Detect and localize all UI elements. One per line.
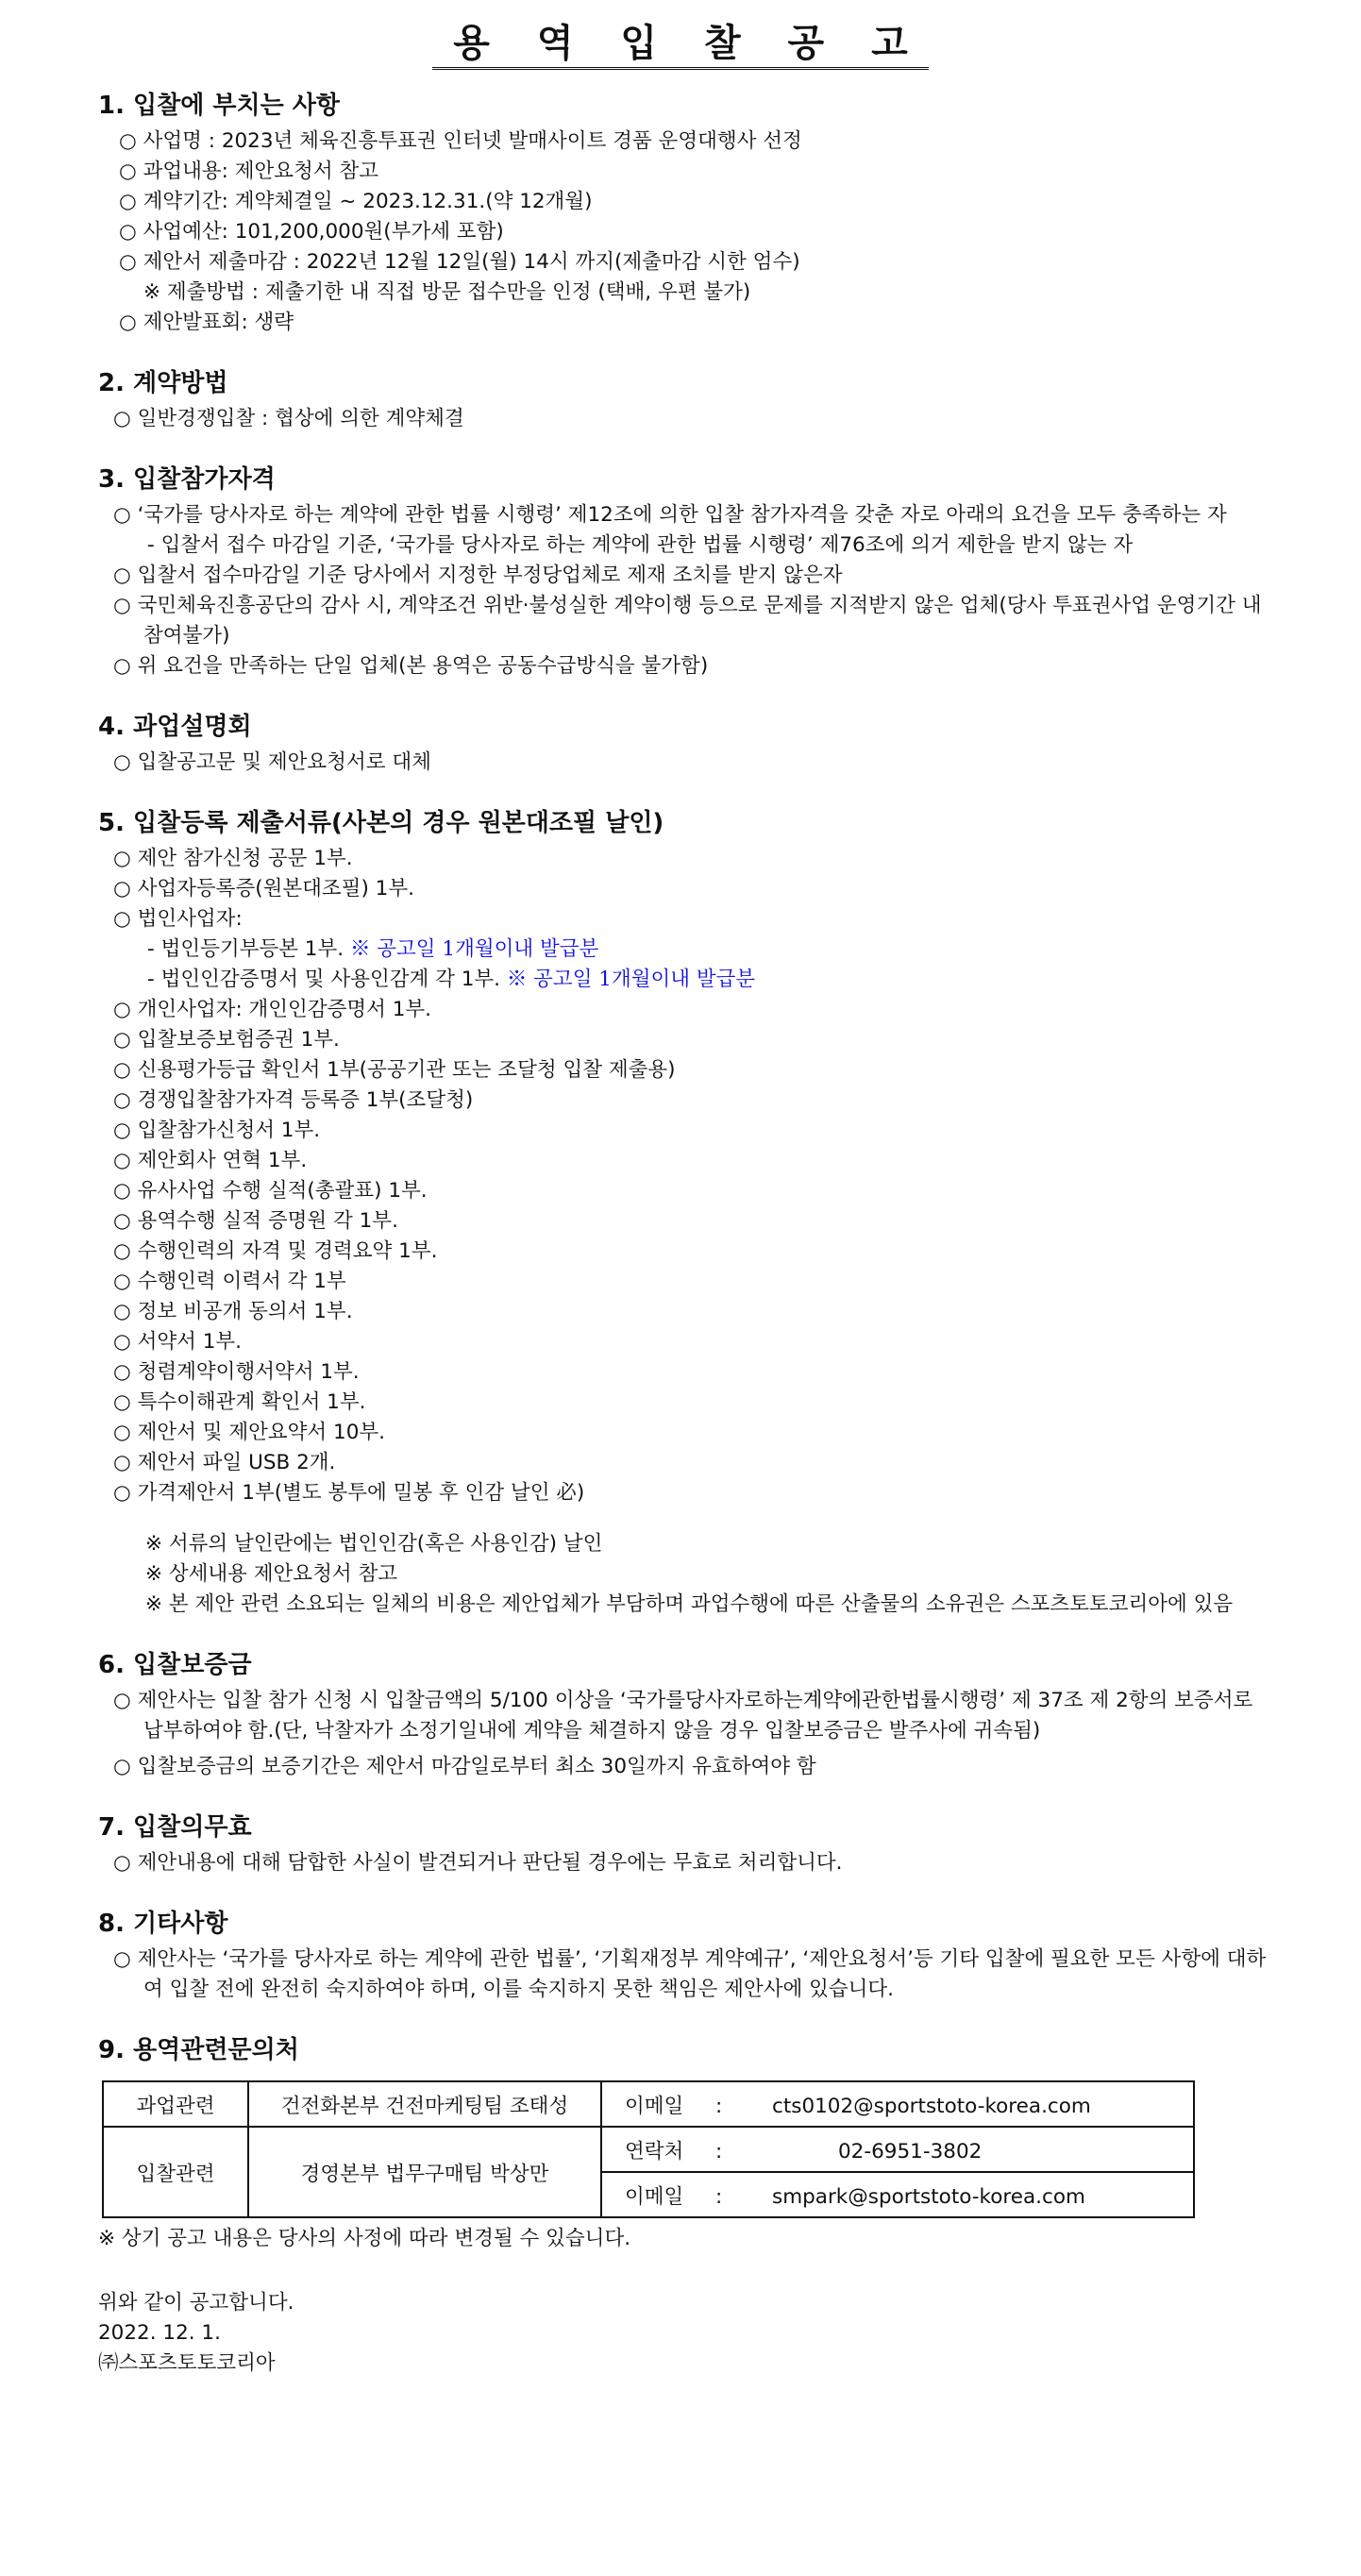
list-item: ○ 청렴계약이행서약서 1부.	[113, 1360, 360, 1384]
section-heading: 8. 기타사항	[98, 1910, 228, 1938]
list-item: ○ 가격제안서 1부(별도 봉투에 밀봉 후 인감 날인 必)	[113, 1481, 585, 1505]
email-value[interactable]: smpark@sportstoto-korea.com	[772, 2184, 1085, 2209]
section-heading: 7. 입찰의무효	[98, 1813, 252, 1842]
table-row	[103, 2127, 1194, 2172]
issue-note: ※ 공고일 1개월이내 발급분	[349, 937, 599, 961]
section-heading: 5. 입찰등록 제출서류(사본의 경우 원본대조필 날인)	[98, 809, 664, 837]
item-text: - 법인등기부등본 1부.	[147, 937, 344, 961]
section-2	[98, 362, 1278, 434]
department-cell: 건전화본부 건전마케팅팀 조태성	[248, 2081, 601, 2127]
change-notice: ※ 상기 공고 내용은 당사의 사정에 따라 변경될 수 있습니다.	[98, 2227, 631, 2250]
note-line: ※ 상세내용 제안요청서 참고	[145, 1562, 397, 1586]
list-item: ○ 제안서 파일 USB 2개.	[113, 1451, 336, 1474]
document-title: 용 역 입 찰 공 고	[0, 13, 1361, 67]
list-item: ○ 사업명 : 2023년 체육진흥투표권 인터넷 발매사이트 경품 운영대행사 선정	[119, 129, 802, 153]
email-value[interactable]: cts0102@sportstoto-korea.com	[772, 2094, 1091, 2118]
contact-label: 연락처	[625, 2139, 684, 2164]
category-cell: 입찰관련	[103, 2127, 248, 2217]
list-item: ○ 개인사업자: 개인인감증명서 1부.	[113, 998, 432, 1021]
list-item: ○ ‘국가를 당사자로 하는 계약에 관한 법률 시행령’ 제12조에 의한 입찰 참가자격을 갖춘 자로 아래의 요건을 모두 충족하는 자	[113, 503, 1227, 527]
list-item: ○ 특수이해관계 확인서 1부.	[113, 1390, 366, 1414]
list-item: ○ 입찰보증금의 보증기간은 제안서 마감일로부터 최소 30일까지 유효하여야 함	[113, 1755, 816, 1778]
contact-table	[102, 2080, 1195, 2218]
list-item: ○ 제안발표회: 생략	[119, 311, 294, 334]
list-item: ○ 과업내용: 제안요청서 참고	[119, 160, 378, 183]
list-item: ○ 입찰공고문 및 제안요청서로 대체	[113, 750, 431, 774]
section-1	[98, 85, 1278, 338]
section-heading: 4. 과업설명회	[98, 713, 252, 741]
section-4	[98, 706, 1278, 778]
table-row	[103, 2081, 1194, 2127]
section-5	[98, 802, 1278, 1620]
list-item: ○ 입찰서 접수마감일 기준 당사에서 지정한 부정당업체로 제재 조치를 받지 않은자	[113, 564, 843, 587]
colon: :	[715, 2094, 723, 2118]
section-3	[98, 459, 1278, 682]
company-name: ㈜스포츠토토코리아	[98, 2351, 276, 2375]
list-item: ○ 제안서 제출마감 : 2022년 12월 12일(월) 14시 까지(제출마감 시한 엄수)	[119, 250, 800, 274]
section-heading: 1. 입찰에 부치는 사항	[98, 92, 341, 120]
contact-cell	[601, 2127, 1194, 2172]
list-item: ○ 법인사업자:	[113, 907, 243, 931]
list-item: ○ 용역수행 실적 증명원 각 1부.	[113, 1209, 398, 1233]
list-item: ○ 일반경쟁입찰 : 협상에 의한 계약체결	[113, 407, 464, 430]
list-item: ○ 제안사는 입찰 참가 신청 시 입찰금액의 5/100 이상을 ‘국가를당사자로하는계약에관한법률시행령’ 제 37조 제 2항의 보증서로 납부하여야 함.(단, 낙찰자가 소정기일내에 계약을 체결하지 않을 경우 입찰보증금은 발주사에 귀속됨)	[113, 1689, 1253, 1743]
list-item: ○ 제안내용에 대해 담합한 사실이 발견되거나 판단될 경우에는 무효로 처리합니다.	[113, 1851, 843, 1875]
item-text: - 법인인감증명서 및 사용인감계 각 1부.	[147, 968, 500, 991]
section-heading: 3. 입찰참가자격	[98, 465, 276, 494]
list-item: ○ 제안사는 ‘국가를 당사자로 하는 계약에 관한 법률’, ‘기획재정부 계약예규’, ‘제안요청서’등 기타 입찰에 필요한 모든 사항에 대하여 입찰 전에 완전히 숙지하여야 하며, 이를 숙지하지 못한 책임은 제안사에 있습니다.	[113, 1947, 1267, 2001]
phone-value: 02-6951-3802	[838, 2139, 983, 2164]
list-item: ○ 제안 참가신청 공문 1부.	[113, 847, 353, 870]
list-item: ○ 서약서 1부.	[113, 1330, 243, 1354]
section-8	[98, 1903, 1278, 2005]
list-item: ○ 입찰보증보험증권 1부.	[113, 1028, 340, 1052]
notice-body	[98, 85, 1278, 2379]
list-item: ○ 정보 비공개 동의서 1부.	[113, 1300, 353, 1323]
list-item: ○ 국민체육진흥공단의 감사 시, 계약조건 위반·불성실한 계약이행 등으로 문제를 지적받지 않은 업체(당사 투표권사업 운영기간 내 참여불가)	[113, 594, 1262, 648]
section-heading: 6. 입찰보증금	[98, 1651, 252, 1679]
category-cell: 과업관련	[103, 2081, 248, 2127]
issue-note: ※ 공고일 1개월이내 발급분	[506, 968, 756, 991]
notice-date: 2022. 12. 1.	[98, 2321, 221, 2345]
list-item	[98, 965, 1278, 995]
list-item	[98, 934, 1278, 965]
contact-label: 이메일	[625, 2094, 684, 2118]
list-item: - 입찰서 접수 마감일 기준, ‘국가를 당사자로 하는 계약에 관한 법률 시행령’ 제76조에 의거 제한을 받지 않는 자	[147, 533, 1134, 557]
list-item: ○ 경쟁입찰참가자격 등록증 1부(조달청)	[113, 1088, 474, 1112]
section-7	[98, 1807, 1278, 1878]
list-item: ○ 입찰참가신청서 1부.	[113, 1119, 321, 1142]
department-cell: 경영본부 법무구매팀 박상만	[248, 2127, 601, 2217]
colon: :	[715, 2184, 723, 2209]
list-item: ○ 제안회사 연혁 1부.	[113, 1149, 308, 1172]
list-item: ○ 유사사업 수행 실적(총괄표) 1부.	[113, 1179, 428, 1203]
section-6	[98, 1644, 1278, 1782]
list-item: ○ 위 요건을 만족하는 단일 업체(본 용역은 공동수급방식을 불가함)	[113, 654, 709, 678]
section-heading: 9. 용역관련문의처	[98, 2036, 299, 2064]
list-item: ○ 수행인력 이력서 각 1부	[113, 1270, 346, 1293]
contact-cell	[601, 2172, 1194, 2217]
section-heading: 2. 계약방법	[98, 369, 228, 397]
note-line: ※ 제출방법 : 제출기한 내 직접 방문 접수만을 인정 (택배, 우편 불가)	[143, 280, 751, 304]
list-item: ○ 신용평가등급 확인서 1부(공공기관 또는 조달청 입찰 제출용)	[113, 1058, 676, 1082]
contact-cell	[601, 2081, 1194, 2127]
section-9	[98, 2029, 1278, 2254]
colon: :	[715, 2139, 723, 2164]
list-item: ○ 수행인력의 자격 및 경력요약 1부.	[113, 1239, 438, 1263]
note-line: ※ 본 제안 관련 소요되는 일체의 비용은 제안업체가 부담하며 과업수행에 따른 산출물의 소유권은 스포츠토토코리아에 있음	[145, 1592, 1234, 1616]
note-line: ※ 서류의 날인란에는 법인인감(혹은 사용인감) 날인	[145, 1532, 603, 1556]
list-item: ○ 계약기간: 계약체결일 ~ 2023.12.31.(약 12개월)	[119, 190, 593, 213]
list-item: ○ 제안서 및 제안요약서 10부.	[113, 1421, 385, 1444]
list-item: ○ 사업자등록증(원본대조필) 1부.	[113, 877, 414, 901]
closing-line: 위와 같이 공고합니다.	[98, 2291, 294, 2315]
contact-label: 이메일	[625, 2184, 684, 2209]
list-item: ○ 사업예산: 101,200,000원(부가세 포함)	[119, 220, 504, 244]
